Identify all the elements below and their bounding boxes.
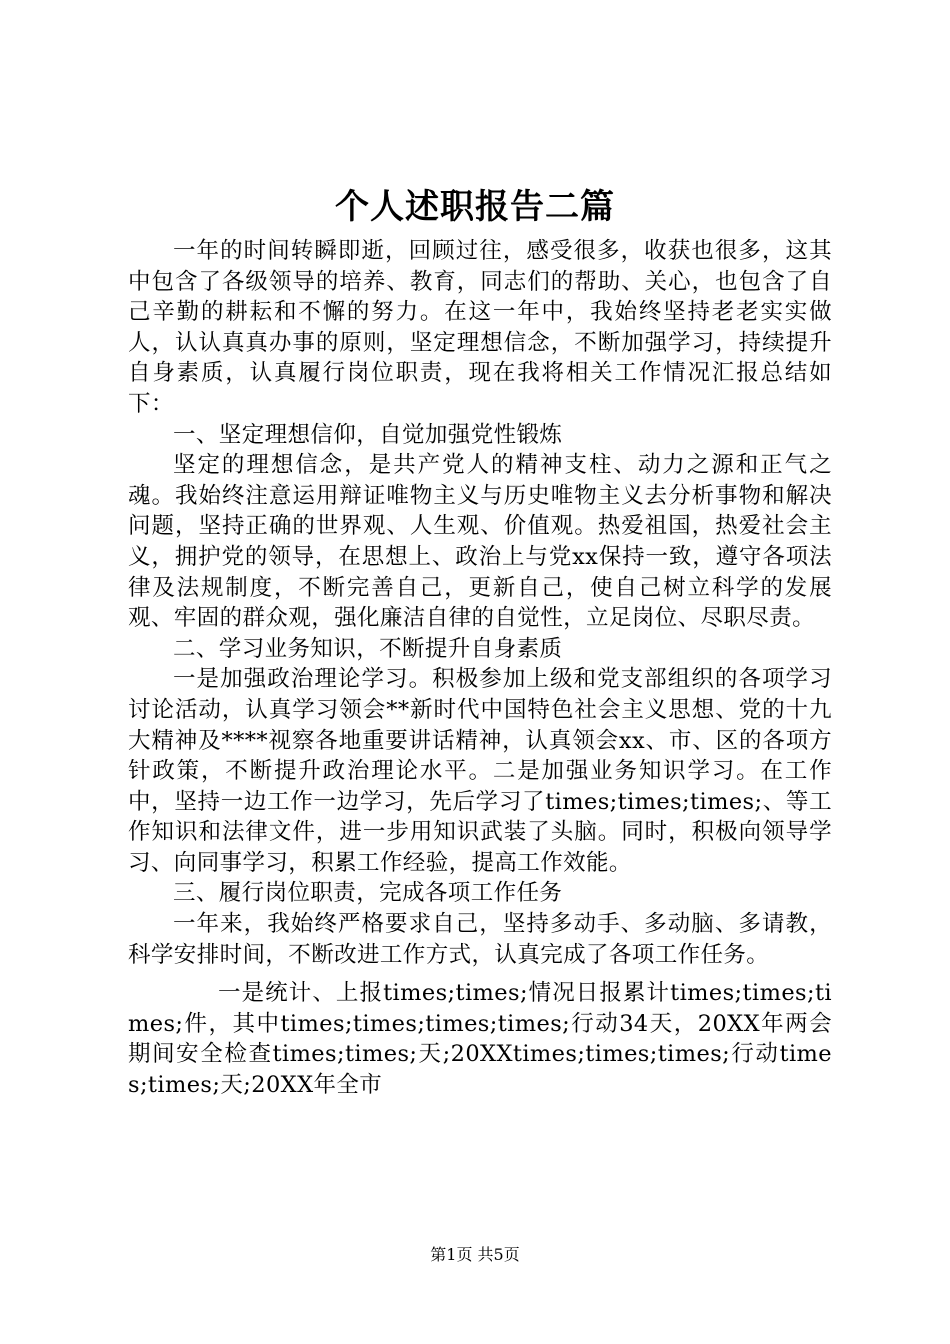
section-1-paragraph: 坚定的理想信念，是共产党人的精神支柱、动力之源和正气之魂。我始终注意运用辩证唯物主义与历史唯物主义去分析事物和解决问题，坚持正确的世界观、人生观、价值观。热爱祖国，热爱社会主义，拥护党的领导，在思想上、政治上与党xx保持一致，遵守各项法律及法规制度，不断完善自己，更新自己，使自己树立科学的发展观、牢固的群众观，强化廉洁自律的自觉性，立足岗位、尽职尽责。 xyxy=(128,452,832,632)
section-heading-2: 二、学习业务知识，不断提升自身素质 xyxy=(173,635,563,662)
section-3-detail-paragraph: 一是统计、上报times;times;情况日报累计times;times;times;件，其中times;times;times;times;行动34天，20XX年两会期间安全检查times;times;天;20XXtimes;times;times;行动times;times;天;20XX年全市 xyxy=(128,980,832,1099)
section-2-paragraph: 一是加强政治理论学习。积极参加上级和党支部组织的各项学习讨论活动，认真学习领会**新时代中国特色社会主义思想、党的十九大精神及****视察各地重要讲话精神，认真领会xx、市、区的各项方针政策，不断提升政治理论水平。二是加强业务知识学习。在工作中，坚持一边工作一边学习，先后学习了times;times;times;、等工作知识和法律文件，进一步用知识武装了头脑。同时，积极向领导学习、向同事学习，积累工作经验，提高工作效能。 xyxy=(128,666,832,876)
document-body xyxy=(128,236,832,1101)
document-title: 个人述职报告二篇 xyxy=(335,187,615,227)
intro-paragraph: 一年的时间转瞬即逝，回顾过往，感受很多，收获也很多，这其中包含了各级领导的培养、教育，同志们的帮助、关心，也包含了自己辛勤的耕耘和不懈的努力。在这一年中，我始终坚持老老实实做人，认认真真办事的原则，坚定理想信念，不断加强学习，持续提升自身素质，认真履行岗位职责，现在我将相关工作情况汇报总结如下： xyxy=(128,238,832,417)
page-footer: 第1页 共5页 xyxy=(430,1245,520,1264)
section-3-paragraph: 一年来，我始终严格要求自己，坚持多动手、多动脑、多请教，科学安排时间，不断改进工作方式，认真完成了各项工作任务。 xyxy=(128,911,832,968)
section-heading-1: 一、坚定理想信仰，自觉加强党性锻炼 xyxy=(173,421,563,448)
section-heading-3: 三、履行岗位职责，完成各项工作任务 xyxy=(173,880,563,907)
